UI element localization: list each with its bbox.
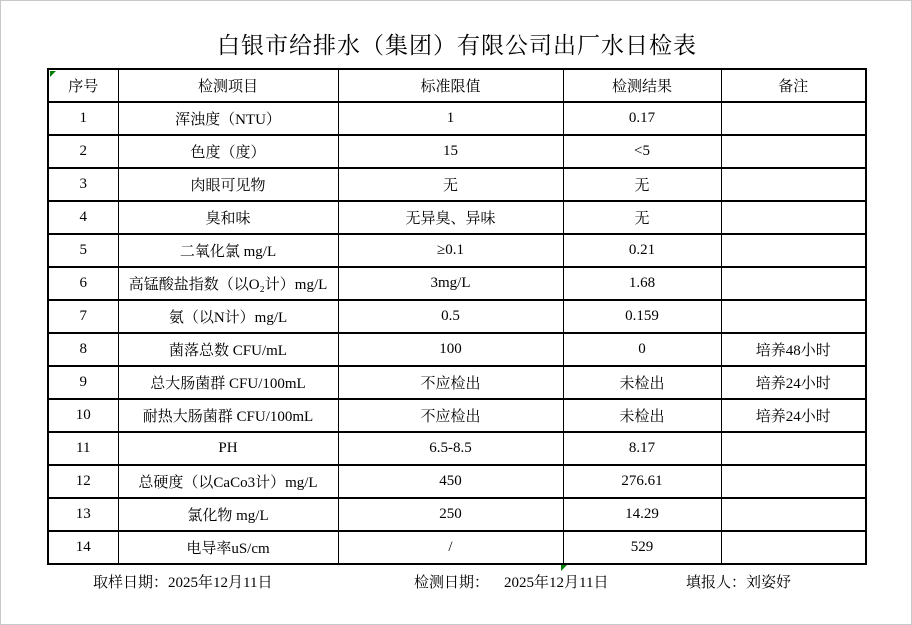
cell-note	[721, 498, 866, 531]
table-row	[48, 465, 866, 498]
cell-result: <5	[563, 135, 721, 168]
cell-serial: 12	[48, 465, 118, 498]
cell-item: 总硬度（以CaCo3计）mg/L	[118, 465, 338, 498]
footer	[1, 571, 912, 593]
test-date-value: 2025年12月11日	[504, 575, 609, 591]
cell-item: 氯化物 mg/L	[118, 498, 338, 531]
cell-limit: 不应检出	[338, 366, 563, 399]
cell-serial: 14	[48, 531, 118, 564]
cell-note	[721, 465, 866, 498]
cell-note: 培养24小时	[721, 366, 866, 399]
cell-result: 0.17	[563, 102, 721, 135]
cell-result: 14.29	[563, 498, 721, 531]
header-result: 检测结果	[563, 69, 721, 102]
cell-result: 8.17	[563, 432, 721, 465]
cell-item: 氨（以N计）mg/L	[118, 300, 338, 333]
cell-limit: 0.5	[338, 300, 563, 333]
table-body	[48, 102, 866, 564]
cell-note	[721, 102, 866, 135]
header-item: 检测项目	[118, 69, 338, 102]
table-row	[48, 234, 866, 267]
cell-item: PH	[118, 432, 338, 465]
cell-note	[721, 201, 866, 234]
test-date-label: 检测日期：	[414, 575, 490, 591]
header-serial: 序号	[48, 69, 118, 102]
cell-item: 高锰酸盐指数（以O₂计）mg/L	[118, 267, 338, 300]
cell-serial: 2	[48, 135, 118, 168]
cell-note	[721, 168, 866, 201]
cell-result: 未检出	[563, 366, 721, 399]
table-row	[48, 267, 866, 300]
cell-limit: 6.5-8.5	[338, 432, 563, 465]
table-row	[48, 135, 866, 168]
cell-result: 529	[563, 531, 721, 564]
cell-result: 0.159	[563, 300, 721, 333]
cell-item: 浑浊度（NTU）	[118, 102, 338, 135]
cell-item: 总大肠菌群 CFU/100mL	[118, 366, 338, 399]
cell-limit: 无	[338, 168, 563, 201]
cell-limit: 450	[338, 465, 563, 498]
table-row	[48, 399, 866, 432]
header-limit: 标准限值	[338, 69, 563, 102]
cell-note: 培养24小时	[721, 399, 866, 432]
cell-note	[721, 267, 866, 300]
cell-item: 二氧化氯 mg/L	[118, 234, 338, 267]
cell-result: 0.21	[563, 234, 721, 267]
table-row	[48, 300, 866, 333]
cell-serial: 4	[48, 201, 118, 234]
cell-limit: 15	[338, 135, 563, 168]
cell-limit: 3mg/L	[338, 267, 563, 300]
cell-item: 色度（度）	[118, 135, 338, 168]
cell-limit: 不应检出	[338, 399, 563, 432]
inspection-table	[47, 68, 867, 565]
cell-serial: 1	[48, 102, 118, 135]
cell-item: 肉眼可见物	[118, 168, 338, 201]
cell-result: 1.68	[563, 267, 721, 300]
cell-item: 电导率uS/cm	[118, 531, 338, 564]
cell-item: 耐热大肠菌群 CFU/100mL	[118, 399, 338, 432]
cell-serial: 3	[48, 168, 118, 201]
header-note: 备注	[721, 69, 866, 102]
cell-result: 无	[563, 201, 721, 234]
cell-serial: 13	[48, 498, 118, 531]
table-row	[48, 333, 866, 366]
table-row	[48, 201, 866, 234]
cell-limit: 100	[338, 333, 563, 366]
table-row	[48, 102, 866, 135]
cell-limit: ≥0.1	[338, 234, 563, 267]
cell-note: 培养48小时	[721, 333, 866, 366]
cell-result: 276.61	[563, 465, 721, 498]
cell-item: 菌落总数 CFU/mL	[118, 333, 338, 366]
reporter-name: 填报人：刘姿妤	[686, 575, 792, 591]
cell-serial: 9	[48, 366, 118, 399]
cell-result: 0	[563, 333, 721, 366]
cell-serial: 6	[48, 267, 118, 300]
cell-serial: 8	[48, 333, 118, 366]
cell-note	[721, 300, 866, 333]
table-row	[48, 531, 866, 564]
cell-note	[721, 531, 866, 564]
table-row	[48, 432, 866, 465]
cell-limit: 250	[338, 498, 563, 531]
cell-note	[721, 234, 866, 267]
header-row	[48, 69, 866, 102]
cell-serial: 10	[48, 399, 118, 432]
cell-limit: 无异臭、异味	[338, 201, 563, 234]
table-row	[48, 366, 866, 399]
table-row	[48, 168, 866, 201]
cell-result: 无	[563, 168, 721, 201]
cell-serial: 5	[48, 234, 118, 267]
cell-serial: 7	[48, 300, 118, 333]
excel-corner-indicator-icon	[50, 71, 56, 77]
table-row	[48, 498, 866, 531]
cell-serial: 11	[48, 432, 118, 465]
cell-limit: /	[338, 531, 563, 564]
cell-note	[721, 432, 866, 465]
cell-limit: 1	[338, 102, 563, 135]
cell-note	[721, 135, 866, 168]
cell-result: 未检出	[563, 399, 721, 432]
page-title: 白银市给排水（集团）有限公司出厂水日检表	[217, 33, 697, 58]
sampling-date: 取样日期：2025年12月11日	[93, 575, 273, 591]
cell-item: 臭和味	[118, 201, 338, 234]
